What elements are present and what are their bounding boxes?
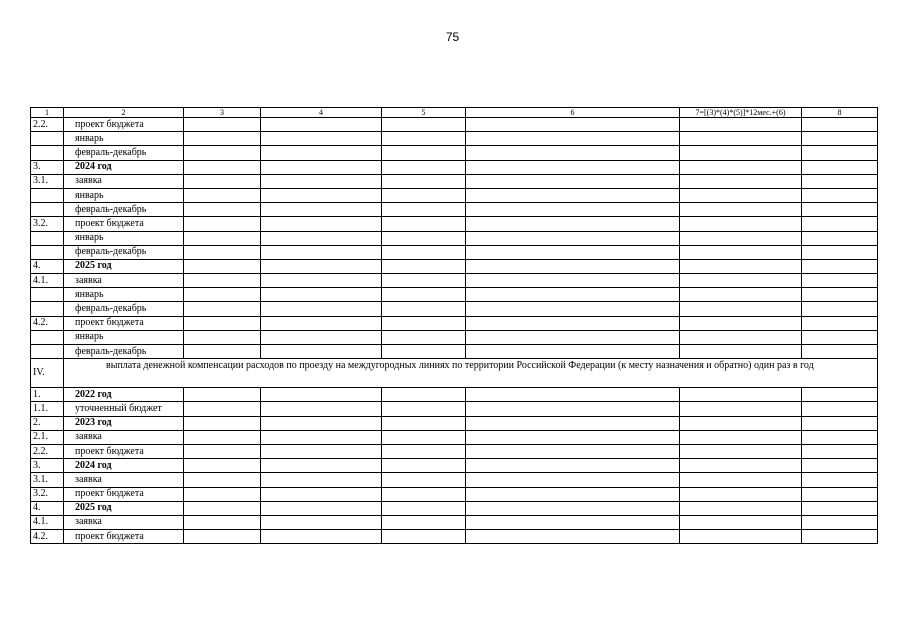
empty-value-cell [184,160,261,174]
empty-value-cell [261,118,382,132]
empty-value-cell [466,430,680,444]
empty-value-cell [382,174,466,188]
table-row [31,302,878,316]
empty-value-cell [261,188,382,202]
empty-value-cell [382,487,466,501]
empty-value-cell [802,345,878,359]
empty-value-cell [261,530,382,544]
empty-value-cell [382,274,466,288]
empty-value-cell [802,473,878,487]
empty-value-cell [802,245,878,259]
empty-value-cell [382,217,466,231]
empty-value-cell [680,316,802,330]
empty-value-cell [802,402,878,416]
row-name-cell: заявка [64,430,184,444]
empty-value-cell [802,302,878,316]
empty-value-cell [680,132,802,146]
empty-value-cell [184,259,261,273]
table-row [31,416,878,430]
empty-value-cell [184,274,261,288]
empty-value-cell [802,416,878,430]
column-number-cell: 8 [802,108,878,118]
row-number-cell: IV. [31,359,64,388]
row-number-cell: 3.2. [31,217,64,231]
empty-value-cell [802,316,878,330]
row-number-cell: 4.1. [31,515,64,529]
empty-value-cell [802,487,878,501]
empty-value-cell [680,203,802,217]
empty-value-cell [802,217,878,231]
row-name-cell: заявка [64,515,184,529]
empty-value-cell [802,132,878,146]
empty-value-cell [184,402,261,416]
section-row [31,359,878,388]
empty-value-cell [261,473,382,487]
table-row [31,274,878,288]
empty-value-cell [261,416,382,430]
empty-value-cell [466,274,680,288]
row-name-cell: проект бюджета [64,217,184,231]
empty-value-cell [184,118,261,132]
empty-value-cell [261,132,382,146]
empty-value-cell [466,160,680,174]
empty-value-cell [802,146,878,160]
row-name-cell: февраль-декабрь [64,345,184,359]
row-name-cell: январь [64,188,184,202]
empty-value-cell [261,160,382,174]
empty-value-cell [184,388,261,402]
row-number-cell [31,302,64,316]
empty-value-cell [261,245,382,259]
empty-value-cell [680,146,802,160]
empty-value-cell [802,330,878,344]
table-row [31,288,878,302]
empty-value-cell [261,501,382,515]
row-number-cell [31,146,64,160]
row-name-cell: 2024 год [64,160,184,174]
empty-value-cell [382,231,466,245]
empty-value-cell [466,515,680,529]
empty-value-cell [680,302,802,316]
row-number-cell [31,288,64,302]
row-name-cell: проект бюджета [64,444,184,458]
empty-value-cell [802,274,878,288]
empty-value-cell [466,487,680,501]
empty-value-cell [466,203,680,217]
table-row [31,245,878,259]
empty-value-cell [382,330,466,344]
empty-value-cell [184,316,261,330]
table-row [31,402,878,416]
row-name-cell: проект бюджета [64,118,184,132]
empty-value-cell [680,430,802,444]
empty-value-cell [466,316,680,330]
row-number-cell: 4.2. [31,530,64,544]
empty-value-cell [382,160,466,174]
empty-value-cell [382,473,466,487]
row-number-cell: 1. [31,388,64,402]
row-name-cell: проект бюджета [64,316,184,330]
empty-value-cell [184,515,261,529]
empty-value-cell [382,132,466,146]
empty-value-cell [466,530,680,544]
empty-value-cell [382,402,466,416]
row-name-cell: январь [64,132,184,146]
empty-value-cell [382,416,466,430]
table-row [31,132,878,146]
empty-value-cell [466,345,680,359]
empty-value-cell [261,430,382,444]
column-number-cell: 6 [466,108,680,118]
empty-value-cell [466,402,680,416]
empty-value-cell [680,217,802,231]
row-name-cell: уточненный бюджет [64,402,184,416]
empty-value-cell [382,501,466,515]
row-name-cell: 2024 год [64,459,184,473]
empty-value-cell [680,444,802,458]
empty-value-cell [382,430,466,444]
row-number-cell [31,203,64,217]
table-row [31,430,878,444]
table-row [31,345,878,359]
empty-value-cell [680,118,802,132]
empty-value-cell [261,174,382,188]
row-name-cell: заявка [64,473,184,487]
table-row [31,118,878,132]
empty-value-cell [802,501,878,515]
empty-value-cell [680,345,802,359]
empty-value-cell [466,473,680,487]
empty-value-cell [184,188,261,202]
empty-value-cell [382,388,466,402]
empty-value-cell [680,416,802,430]
table-row [31,146,878,160]
empty-value-cell [184,132,261,146]
empty-value-cell [466,259,680,273]
row-number-cell: 3.2. [31,487,64,501]
empty-value-cell [680,459,802,473]
empty-value-cell [382,444,466,458]
row-number-cell [31,132,64,146]
empty-value-cell [680,259,802,273]
empty-value-cell [680,288,802,302]
empty-value-cell [802,288,878,302]
empty-value-cell [184,501,261,515]
row-name-cell: 2025 год [64,501,184,515]
empty-value-cell [261,146,382,160]
empty-value-cell [802,203,878,217]
empty-value-cell [382,203,466,217]
empty-value-cell [466,459,680,473]
empty-value-cell [184,473,261,487]
table-row [31,217,878,231]
column-number-cell: 4 [261,108,382,118]
empty-value-cell [680,530,802,544]
empty-value-cell [466,118,680,132]
table-row [31,501,878,515]
column-number-cell: 2 [64,108,184,118]
empty-value-cell [184,459,261,473]
empty-value-cell [261,302,382,316]
empty-value-cell [382,302,466,316]
empty-value-cell [466,217,680,231]
empty-value-cell [382,316,466,330]
row-number-cell: 3.1. [31,174,64,188]
empty-value-cell [382,118,466,132]
empty-value-cell [802,388,878,402]
empty-value-cell [382,146,466,160]
row-number-cell [31,345,64,359]
table-row [31,188,878,202]
row-number-cell: 2.1. [31,430,64,444]
row-number-cell: 3.1. [31,473,64,487]
empty-value-cell [184,444,261,458]
empty-value-cell [382,530,466,544]
empty-value-cell [184,330,261,344]
row-name-cell: 2023 год [64,416,184,430]
empty-value-cell [466,444,680,458]
empty-value-cell [466,245,680,259]
empty-value-cell [261,259,382,273]
section-title-cell: выплата денежной компенсации расходов по проезду на междугородных линиях по территории Российской Федерации (к месту назначения и обратно) один раз в год [64,359,878,388]
empty-value-cell [802,430,878,444]
table-row [31,203,878,217]
table-row [31,515,878,529]
empty-value-cell [680,487,802,501]
empty-value-cell [261,402,382,416]
empty-value-cell [184,245,261,259]
table-row [31,473,878,487]
empty-value-cell [184,174,261,188]
empty-value-cell [680,330,802,344]
empty-value-cell [261,345,382,359]
empty-value-cell [184,146,261,160]
empty-value-cell [382,188,466,202]
empty-value-cell [802,118,878,132]
column-number-cell: 1 [31,108,64,118]
table-row [31,459,878,473]
row-number-cell: 3. [31,459,64,473]
table-row [31,444,878,458]
empty-value-cell [466,174,680,188]
table-row [31,231,878,245]
empty-value-cell [466,231,680,245]
table-row [31,330,878,344]
empty-value-cell [184,203,261,217]
empty-value-cell [680,274,802,288]
empty-value-cell [466,302,680,316]
empty-value-cell [680,188,802,202]
empty-value-cell [680,473,802,487]
empty-value-cell [680,231,802,245]
row-name-cell: февраль-декабрь [64,203,184,217]
empty-value-cell [802,160,878,174]
empty-value-cell [466,501,680,515]
empty-value-cell [382,459,466,473]
row-name-cell: февраль-декабрь [64,302,184,316]
empty-value-cell [184,345,261,359]
row-name-cell: проект бюджета [64,487,184,501]
empty-value-cell [261,515,382,529]
row-name-cell: 2025 год [64,259,184,273]
empty-value-cell [261,330,382,344]
column-number-header-row [31,108,878,118]
table-row [31,259,878,273]
empty-value-cell [261,316,382,330]
row-name-cell: заявка [64,274,184,288]
empty-value-cell [680,501,802,515]
empty-value-cell [261,459,382,473]
row-name-cell: 2022 год [64,388,184,402]
empty-value-cell [382,245,466,259]
row-name-cell: февраль-декабрь [64,146,184,160]
empty-value-cell [184,231,261,245]
empty-value-cell [802,530,878,544]
empty-value-cell [466,388,680,402]
empty-value-cell [261,217,382,231]
empty-value-cell [382,259,466,273]
row-number-cell: 2. [31,416,64,430]
row-number-cell [31,188,64,202]
empty-value-cell [802,231,878,245]
row-number-cell: 4.1. [31,274,64,288]
column-number-cell: 7=[(3)*(4)*(5)]*12мес.+(6) [680,108,802,118]
column-number-cell: 5 [382,108,466,118]
page-number: 75 [445,30,460,44]
row-name-cell: январь [64,330,184,344]
row-name-cell: проект бюджета [64,530,184,544]
empty-value-cell [184,530,261,544]
row-number-cell: 1.1. [31,402,64,416]
table-row [31,174,878,188]
row-number-cell: 4. [31,501,64,515]
empty-value-cell [382,288,466,302]
empty-value-cell [802,444,878,458]
row-number-cell: 4. [31,259,64,273]
empty-value-cell [261,231,382,245]
row-number-cell [31,330,64,344]
empty-value-cell [184,430,261,444]
empty-value-cell [382,345,466,359]
table-row [31,530,878,544]
empty-value-cell [680,388,802,402]
row-number-cell: 2.2. [31,118,64,132]
row-number-cell [31,231,64,245]
row-number-cell: 3. [31,160,64,174]
empty-value-cell [466,132,680,146]
empty-value-cell [184,302,261,316]
table-row [31,388,878,402]
empty-value-cell [680,515,802,529]
empty-value-cell [680,160,802,174]
empty-value-cell [261,444,382,458]
budget-table [30,107,878,544]
empty-value-cell [261,203,382,217]
row-number-cell [31,245,64,259]
empty-value-cell [466,288,680,302]
empty-value-cell [184,416,261,430]
empty-value-cell [184,217,261,231]
empty-value-cell [802,459,878,473]
empty-value-cell [261,274,382,288]
empty-value-cell [184,487,261,501]
empty-value-cell [466,146,680,160]
empty-value-cell [261,487,382,501]
empty-value-cell [802,174,878,188]
empty-value-cell [466,330,680,344]
empty-value-cell [261,388,382,402]
row-name-cell: заявка [64,174,184,188]
row-name-cell: январь [64,288,184,302]
row-name-cell: февраль-декабрь [64,245,184,259]
table-row [31,487,878,501]
table-row [31,316,878,330]
empty-value-cell [261,288,382,302]
empty-value-cell [802,515,878,529]
empty-value-cell [184,288,261,302]
table-row [31,160,878,174]
row-name-cell: январь [64,231,184,245]
empty-value-cell [680,174,802,188]
empty-value-cell [680,245,802,259]
empty-value-cell [382,515,466,529]
empty-value-cell [466,188,680,202]
empty-value-cell [466,416,680,430]
column-number-cell: 3 [184,108,261,118]
empty-value-cell [802,188,878,202]
row-number-cell: 2.2. [31,444,64,458]
empty-value-cell [802,259,878,273]
row-number-cell: 4.2. [31,316,64,330]
empty-value-cell [680,402,802,416]
